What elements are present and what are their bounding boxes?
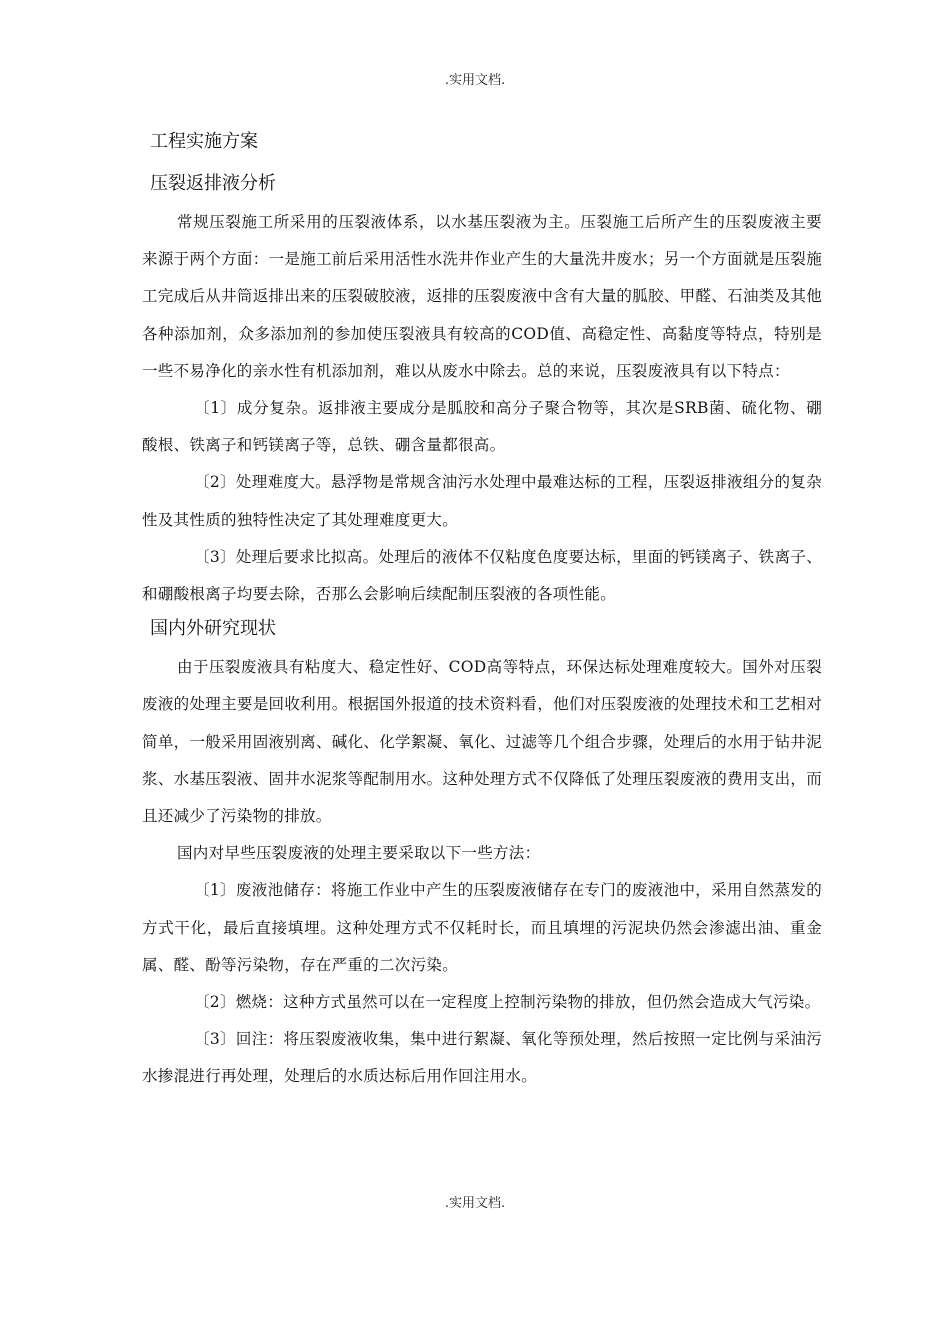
list-item: 〔3〕处理后要求比拟高。处理后的液体不仅粘度色度要达标，里面的钙镁离子、铁离子、和硼酸根离子均要去除，否那么会影响后续配制压裂液的各项性能。 — [142, 547, 822, 604]
paragraph: 常规压裂施工所采用的压裂液体系，以水基压裂液为主。压裂施工后所产生的压裂废液主要来源于两个方面：一是施工前后采用活性水洗井作业产生的大量洗井废水；另一个方面就是压裂施工完成后从井筒返排出来的压裂破胶液，返排的压裂废液中含有大量的胍胶、甲醛、石油类及其他各种添加剂，众多添加剂的参加使压裂液具有较高的COD值、高稳定性、高黏度等特点，特别是一些不易净化的亲水性有机添加剂，难以从废水中除去。总的来说，压裂废液具有以下特点： — [142, 213, 822, 380]
document-body — [142, 128, 822, 1096]
list-item: 〔1〕成分复杂。返排液主要成分是胍胶和高分子聚合物等，其次是SRB菌、硫化物、硼酸根、铁离子和钙镁离子等，总铁、硼含量都很高。 — [142, 399, 822, 455]
list-item: 〔2〕处理难度大。悬浮物是常规含油污水处理中最难达标的工程，压裂返排液组分的复杂性及其性质的独特性决定了其处理难度更大。 — [142, 473, 822, 529]
page-header: .实用文档. — [444, 73, 506, 88]
page-footer: .实用文档. — [444, 1196, 506, 1211]
section-heading-1: 压裂返排液分析 — [150, 173, 276, 194]
paragraph: 国内对早些压裂废液的处理主要采取以下一些方法： — [177, 844, 541, 863]
list-item: 〔3〕回注：将压裂废液收集，集中进行絮凝、氧化等预处理，然后按照一定比例与采油污水掺混进行再处理，处理后的水质达标后用作回注用水。 — [142, 1030, 822, 1086]
section-heading-2: 国内外研究现状 — [150, 618, 276, 640]
paragraph: 由于压裂废液具有粘度大、稳定性好、COD高等特点，环保达标处理难度较大。国外对压裂废液的处理主要是回收利用。根据国外报道的技术资料看，他们对压裂废液的处理技术和工艺相对简单，一般采用固液别离、碱化、化学絮凝、氧化、过滤等几个组合步骤，处理后的水用于钻井泥浆、水基压裂液、固井水泥浆等配制用水。这种处理方式不仅降低了处理压裂废液的费用支出，而且还减少了污染物的排放。 — [142, 658, 822, 826]
list-item: 〔1〕废液池储存：将施工作业中产生的压裂废液储存在专门的废液池中，采用自然蒸发的方式干化，最后直接填埋。这种处理方式不仅耗时长，而且填埋的污泥块仍然会渗滤出油、重金属、醛、酚等污染物，存在严重的二次污染。 — [142, 881, 822, 974]
list-item: 〔2〕燃烧：这种方式虽然可以在一定程度上控制污染物的排放，但仍然会造成大气污染。 — [194, 993, 821, 1012]
document-title: 工程实施方案 — [150, 131, 258, 152]
